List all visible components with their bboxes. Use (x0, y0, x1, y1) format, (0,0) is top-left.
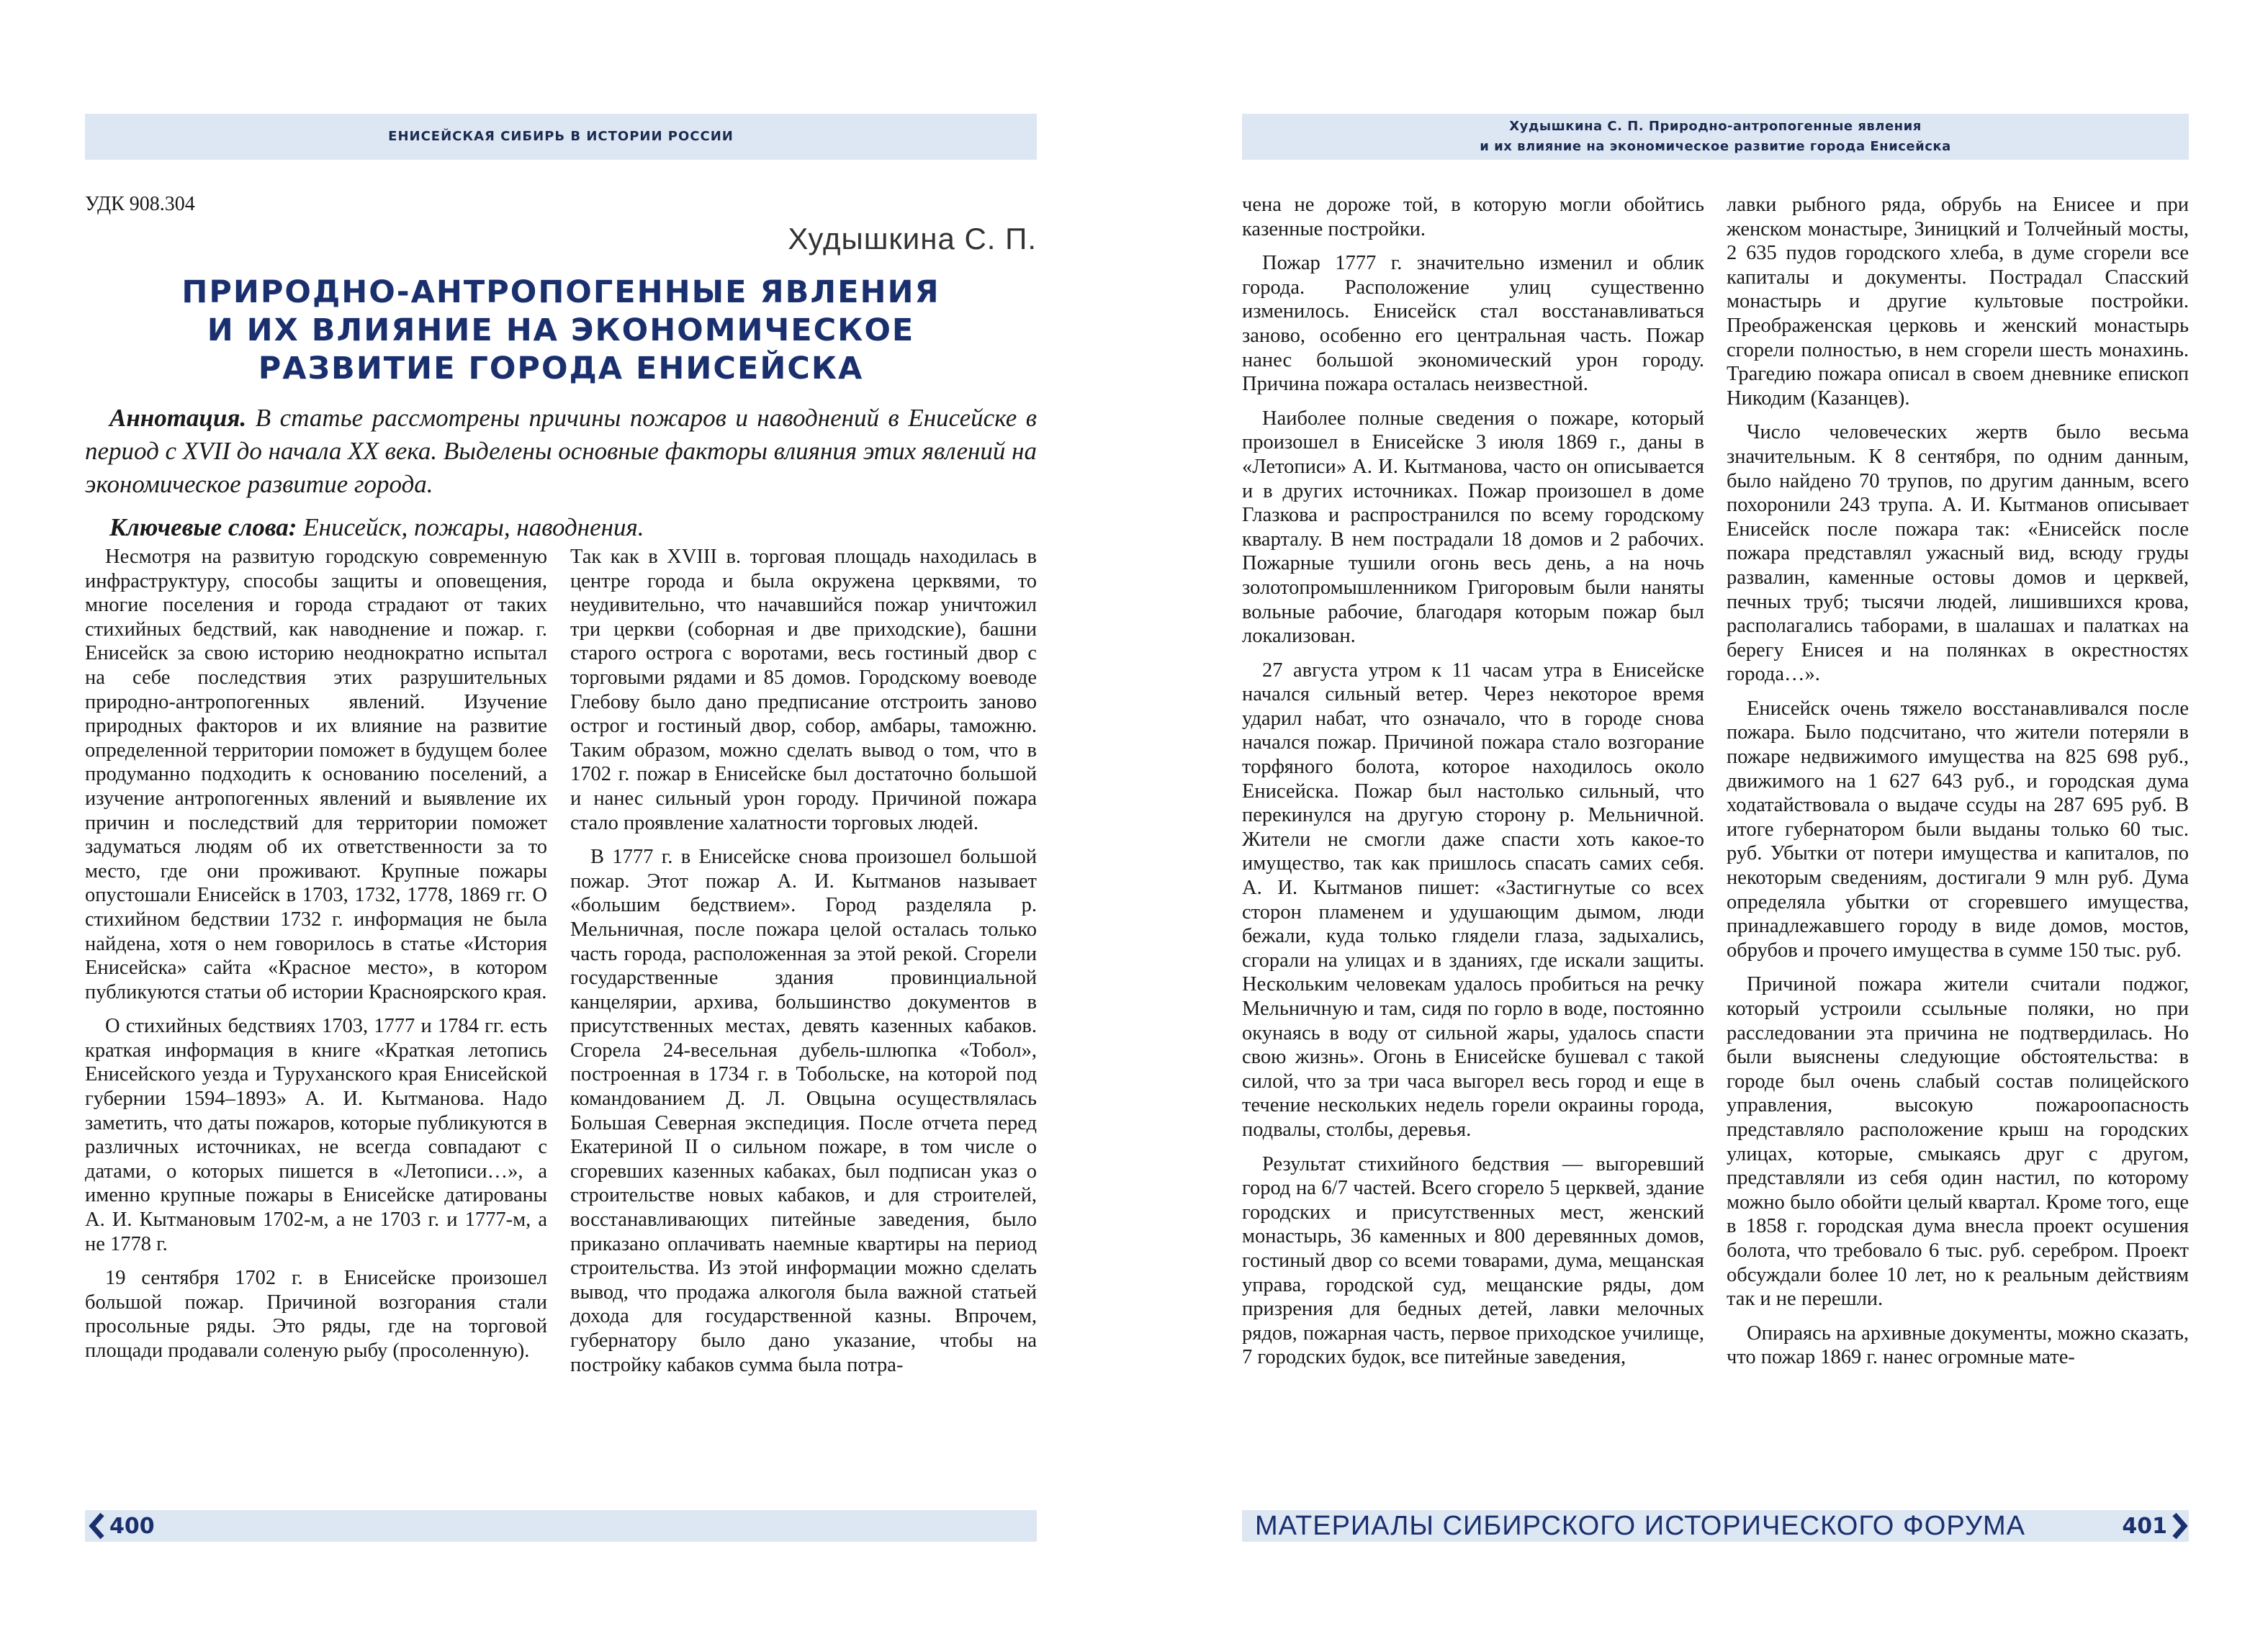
keywords-text: Енисейск, пожары, наводнения. (297, 513, 644, 541)
udk-code: УДК 908.304 (85, 193, 195, 215)
title-line: РАЗВИТИЕ ГОРОДА ЕНИСЕЙСКА (258, 351, 864, 387)
page-number-left (88, 1507, 155, 1545)
annotation-text: В статье рассмотрены причины пожаров и наводнений в Енисейске в период с XVII до начала XX века. Выделены основные факторы влияния этих явлений на экономическое развитие города. (85, 404, 1037, 498)
author-name: Худышкина С. П. (788, 222, 1037, 256)
running-head (1242, 114, 2189, 160)
chevron-right-icon (2170, 1512, 2189, 1540)
paragraph: Число человеческих жертв было весьма значительным. К 8 сентября, по одним данным, было найдено 70 трупов, по другим данным, всего похоронили 243 трупа. А. И. Кытманов описывает Енисейск после пожара так: «Енисейск после пожара представлял ужасный вид, всюду груды развалин, каменные остовы домов и церквей, печных труб; тысячи людей, лишившихся крова, располагались таборами, в шалашах и палатках на берегу Енисея и на полянках в окрестностях города…». (1727, 421, 2189, 686)
title-line: ПРИРОДНО-АНТРОПОГЕННЫЕ ЯВЛЕНИЯ (181, 274, 940, 310)
paragraph: чена не дороже той, в которую могли обойтись казенные постройки. (1242, 194, 1704, 240)
page-number-right (2122, 1507, 2189, 1545)
keywords (85, 511, 1037, 544)
text-column-right-2 (1727, 193, 2189, 1484)
footer-bar (85, 1510, 1037, 1542)
page-number-text: 401 (2122, 1513, 2167, 1539)
text-column-right-1 (1242, 193, 1704, 1484)
paragraph: Так как в XVIII в. торговая площадь находилась в центре города и была окружена церквями, то неудивительно, что начавшийся пожар уничтожил три церкви (соборная и две приходские), башни старого острога с воротами, весь гостиный двор с торговыми рядами и 85 домов. Городскому воеводе Глебову было дано предписание отстроить заново острог и гостиный двор, собор, амбары, таможню. Таким образом, можно сделать вывод о том, что в 1702 г. пожар в Енисейске был достаточно большой и нанес сильный урон городу. Причиной пожара стало проявление халатности торговых людей. (570, 546, 1037, 834)
article-title (85, 274, 1037, 388)
chevron-left-icon (88, 1512, 107, 1540)
right-page (1134, 0, 2268, 1644)
running-head (85, 114, 1037, 160)
paragraph: Наиболее полные сведения о пожаре, который произошел в Енисейске 3 июля 1869 г., даны в «Летописи» А. И. Кытманова, часто он описывается и в других источниках. Пожар произошел в доме Глазкова и распространился по всему городскому кварталу. В нем пострадали 18 домов и 2 рабочих. Пожарные тушили огонь весь день, а на ночь золотопромышленником Григоровым были наняты вольные рабочие, благодаря которым пожар был локализован. (1242, 407, 1704, 648)
keywords-label: Ключевые слова: (109, 513, 297, 541)
paragraph: Пожар 1777 г. значительно изменил и облик города. Расположение улиц существенно изменилось. Енисейск стал восстанавливаться заново, особенно его центральная часть. Пожар нанес большой экономический урон городу. Причина пожара осталась неизвестной. (1242, 252, 1704, 396)
paragraph: 27 августа утром к 11 часам утра в Енисейске начался сильный ветер. Через некоторое время ударил набат, что означало, что в городе снова начался пожар. Причиной пожара стало возгорание торфяного болота, которое находилось около Енисейска. Пожар был настолько сильный, что перекинулся на другую сторону р. Мельничной. Жители не смогли даже спасти хоть какое-то имущество, так как пришлось спасать самих себя. А. И. Кытманов пишет: «Застигнутые со всех сторон пламенем и удушающим дымом, люди бежали, куда только глядели глаза, задыхались, сгорали на улицах и в зданиях, где искали защиты. Нескольким человекам удалось пробиться на речку Мельничную и там, сидя по горло в воде, постоянно окунаясь в воду от сильной жары, удалось спасти свою жизнь». Огонь в Енисейске бушевал с такой силой, что за три часа выгорел весь город и еще в течение нескольких недель горели окраины города, подвалы, столбы, деревья. (1242, 659, 1704, 1141)
annotation (85, 402, 1037, 501)
text-column-left-2 (570, 545, 1037, 1484)
paragraph: Результат стихийного бедствия — выгоревший город на 6/7 частей. Всего сгорело 5 церквей, здание городских и присутственных мест, женский монастырь, 36 каменных и 800 деревянных домов, гостиный двор со всеми товарами, дума, мещанская управа, городской суд, мещанские ряды, дом призрения для бедных детей, лавки мелочных рядов, пожарная часть, первое приходское училище, 7 городских будок, все питейные заведения, (1242, 1152, 1704, 1369)
text-column-left-1 (85, 545, 547, 1484)
running-head-text: ЕНИСЕЙСКАЯ СИБИРЬ В ИСТОРИИ РОССИИ (388, 129, 734, 144)
paragraph: Несмотря на развитую городскую современную инфраструктуру, способы защиты и оповещения, многие поселения и города страдают от таких стихийных бедствий, как наводнение и пожар. г. Енисейск за свою историю неоднократно испытал на себе последствия этих разрушительных природно-антропогенных явлений. Изучение природных факторов и их влияние на развитие определенной территории поможет в будущем более продуманно подходить к основанию поселений, а изучение антропогенных явлений и выявление их причин и последствий для территории поможет задуматься людям об их ответственности за то место, где они проживают. Крупные пожары опустошали Енисейск в 1703, 1732, 1778, 1869 гг. О стихийном бедствии 1732 г. информация не была найдена, хотя о нем говорилось в статье «История Енисейска» сайта «Красное место», в котором публикуются статьи об истории Красноярского края. (85, 546, 547, 1003)
paragraph: лавки рыбного ряда, обрубь на Енисее и при женском монастыре, Зиницкий и Толчейный мосты, 2 635 пудов городского хлеба, в думе сгорели все капиталы и документы. Пострадал Спасский монастырь и другие культовые постройки. Преображенская церковь и женский монастырь сгорели полностью, в нем сгорели шесть монахинь. Трагедию пожара описал в своем дневнике епископ Никодим (Казанцев). (1727, 194, 2189, 410)
running-head-line: и их влияние на экономическое развитие города Енисейска (1480, 139, 1951, 154)
paragraph: О стихийных бедствиях 1703, 1777 и 1784 гг. есть краткая информация в книге «Краткая летопись Енисейского уезда и Туруханского края Енисейской губернии 1594–1893» А. И. Кытманова. Надо заметить, что даты пожаров, которые публикуются в различных источниках, не всегда совпадают с датами, о которых пишется в «Летописи…», а именно крупные пожары в Енисейске датированы А. И. Кытмановым 1702-м, а не 1703 г. и 1777-м, а не 1778 г. (85, 1015, 547, 1255)
forum-name: МАТЕРИАЛЫ СИБИРСКОГО ИСТОРИЧЕСКОГО ФОРУМА (1255, 1510, 2026, 1541)
paragraph: В 1777 г. в Енисейске снова произошел большой пожар. Этот пожар А. И. Кытманов называет «большим бедствием». Город разделяла р. Мельничная, после пожара целой осталась только часть города, расположенная за этой рекой. Сгорели государственные здания провинциальной канцелярии, архива, большинство документов в присутственных местах, девять казенных кабаков. Сгорела 24-весельная дубель-шлюпка «Тобол», построенная в 1734 г. в Тобольске, на которой под командованием Д. Л. Овцына осуществлялась Большая Северная экспедиция. После отчета перед Екатериной II о сильном пожаре, в том числе о сгоревших казенных кабаках, был подписан указ о строительстве новых кабаков, и для строителей, восстанавливающих питейные заведения, было приказано оплачивать наемные квартиры на период строительства. Из этой информации можно сделать вывод, что продажа алкоголя была важной статьей дохода для государственной казны. Впрочем, губернатору было дано указание, чтобы на постройку кабаков сумма была потра- (570, 846, 1037, 1376)
paragraph: Опираясь на архивные документы, можно сказать, что пожар 1869 г. нанес огромные мате- (1727, 1322, 2189, 1369)
annotation-label: Аннотация. (109, 404, 247, 432)
paragraph: Енисейск очень тяжело восстанавливался после пожара. Было подсчитано, что жители потеряли в пожаре недвижимого имущества на 825 698 руб., движимого на 1 627 643 руб., и городская дума ходатайствовала о выдаче ссуды на 287 695 руб. В итоге губернатором были выданы только 60 тыс. руб. Убытки от потери имущества и капиталов, по некоторым сведениям, достигали 9 млн руб. Дума определяла убытки от сгоревшего имущества, принадлежавшего городу в виде домов, мостов, обрубов и прочего имущества в сумме 150 тыс. руб. (1727, 697, 2189, 962)
title-line: И ИХ ВЛИЯНИЕ НА ЭКОНОМИЧЕСКОЕ (207, 312, 915, 348)
paragraph: Причиной пожара жители считали поджог, который устроили ссыльные поляки, но при расследовании эта причина не подтвердилась. Но были выяснены следующие обстоятельства: в городе был очень слабый состав полицейского управления, высокую пожароопасность представляло расположение крыш на городских улицах, которые, смыкаясь друг с другом, представляли из себя один настил, по которому можно было обойти целый квартал. Кроме того, еще в 1858 г. городская дума внесла проект осушения болота, что требовало 6 тыс. руб. серебром. Проект обсуждали более 10 лет, но к реальным действиям так и не перешли. (1727, 973, 2189, 1311)
paragraph: 19 сентября 1702 г. в Енисейске произошел большой пожар. Причиной возгорания стали просольные ряды. Это ряды, где на торговой площади продавали соленую рыбу (просоленную). (85, 1267, 547, 1362)
page-number-text: 400 (109, 1513, 155, 1539)
running-head-line: Худышкина С. П. Природно-антропогенные явления (1509, 119, 1922, 134)
annotation-block (85, 402, 1037, 544)
